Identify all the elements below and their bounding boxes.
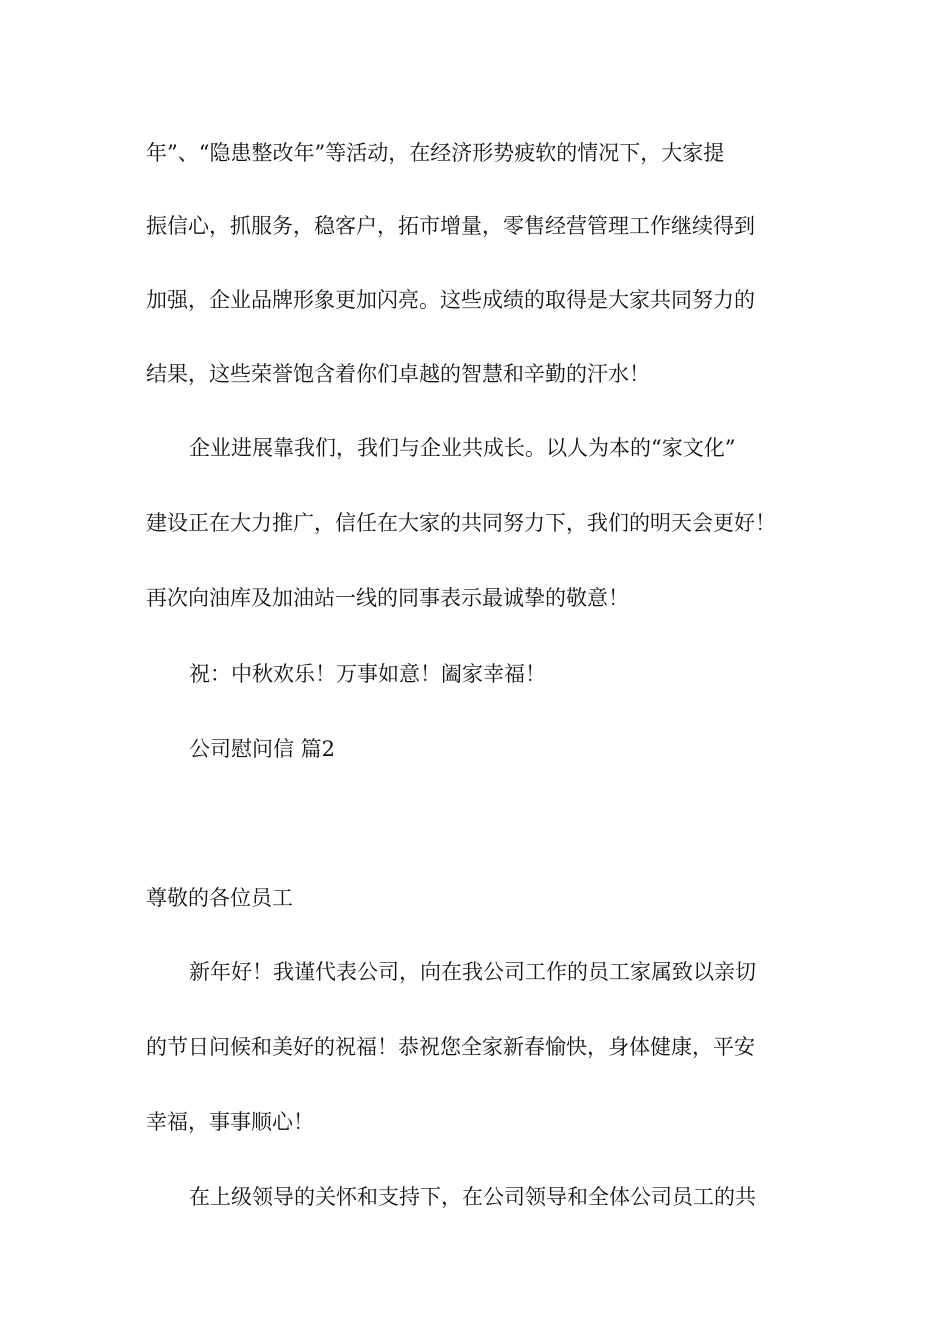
closing-wishes: 祝：中秋欢乐！万事如意！阖家幸福！ [189, 662, 546, 686]
paragraph-line: 企业进展靠我们，我们与企业共成长。以人为本的“家文化” [189, 436, 736, 460]
paragraph-line: 在上级领导的关怀和支持下，在公司领导和全体公司员工的共 [189, 1185, 756, 1209]
section-heading: 公司慰问信 篇2 [189, 737, 336, 761]
salutation: 尊敬的各位员工 [146, 886, 293, 910]
paragraph-line: 幸福，事事顺心！ [146, 1110, 314, 1134]
paragraph-line: 再次向油库及加油站一线的同事表示最诚挚的敬意！ [146, 586, 629, 610]
paragraph-line: 加强，企业品牌形象更加闪亮。这些成绩的取得是大家共同努力的 [146, 288, 755, 312]
paragraph-line: 的节日问候和美好的祝福！恭祝您全家新春愉快，身体健康，平安 [146, 1035, 755, 1059]
paragraph-line: 结果，这些荣誉饱含着你们卓越的智慧和辛勤的汗水！ [146, 362, 650, 386]
paragraph-line: 新年好！我谨代表公司，向在我公司工作的员工家属致以亲切 [189, 960, 756, 984]
paragraph-line: 振信心，抓服务，稳客户，拓市增量，零售经营管理工作继续得到 [146, 214, 755, 238]
paragraph-line: 年”、“隐患整改年”等活动，在经济形势疲软的情况下，大家提 [146, 141, 725, 165]
paragraph-line: 建设正在大力推广，信任在大家的共同努力下，我们的明天会更好！ [146, 511, 776, 535]
